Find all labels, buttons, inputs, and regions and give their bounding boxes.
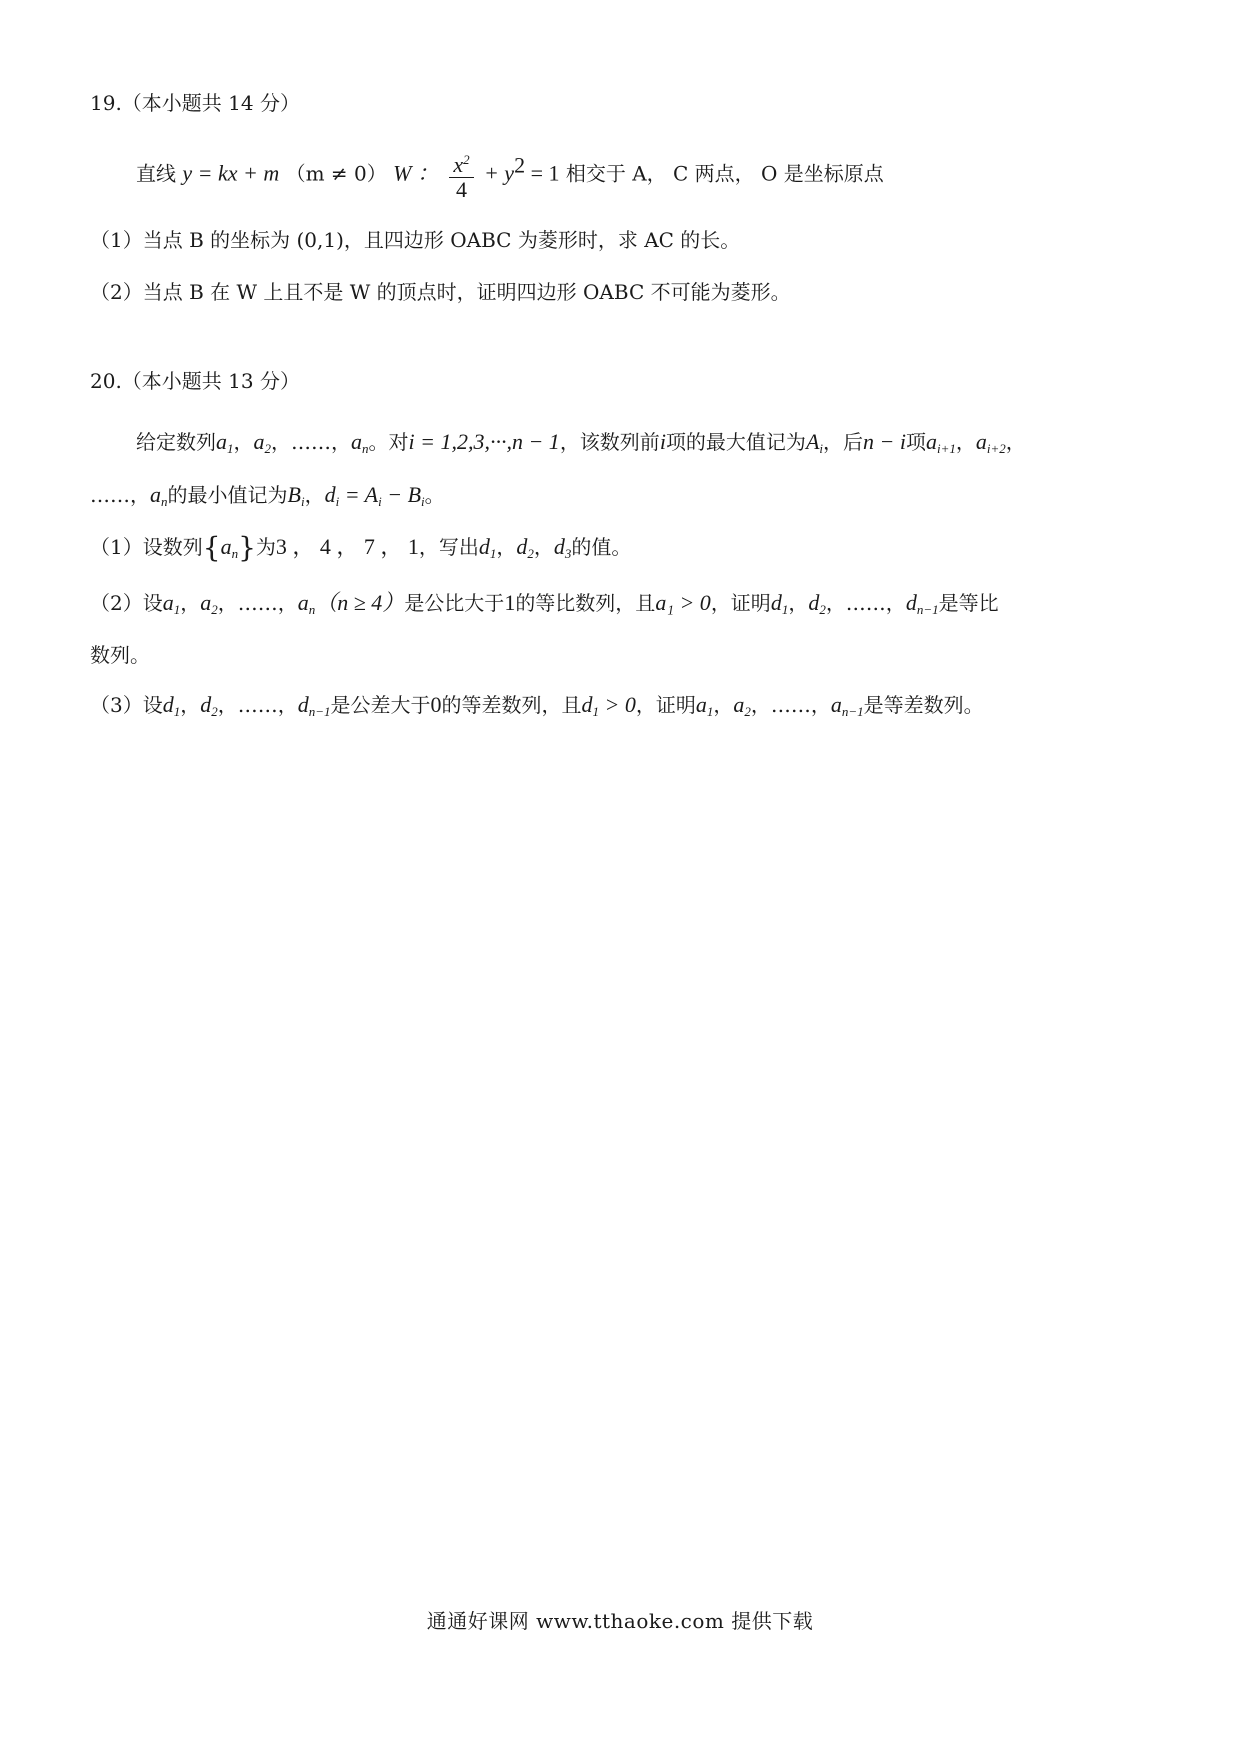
q20-text: 。对 <box>368 430 409 454</box>
q20-text: （1）设数列 <box>90 535 203 559</box>
q20-number: 0 <box>430 692 442 717</box>
q20-text: ，该数列前 <box>559 430 660 454</box>
q20-part2: （2）设$a_1$，$a_2$，……，$a_n(n \ge 4)$是公比大于1的等比数列，且a₁ > 0，证明$d_1$，$d_2$，……，$d_{n-1}$是等比 <box>90 590 999 617</box>
q20-text: 是等比 <box>938 591 999 615</box>
q20-text: 的最小值记为 <box>167 483 288 507</box>
q20-text: 是公比大于 <box>404 591 505 615</box>
q19-part1: （1）当点 B 的坐标为 (0,1)，且四边形 OABC 为菱形时，求 AC 的长。 <box>90 228 741 252</box>
q19-frac-denominator: 4 <box>455 177 467 202</box>
q19-stem: 直线 y = kx + m （m ≠ 0） W ： $\frac{x^2}{4}$ + $y^2 = 1$ 相交于 A， C 两点， O 是坐标原点 <box>136 148 884 202</box>
q20-text: 为 <box>255 535 276 559</box>
q20-heading: 20.（本小题共 13 分） <box>90 369 300 393</box>
q20-part1-sequence: 3 ， 4 ， 7 ， 1 <box>275 534 419 559</box>
q20-text: （3）设 <box>90 693 163 717</box>
q20-text: 的等差数列，且 <box>441 693 582 717</box>
q20-text: ，证明 <box>710 591 771 615</box>
q20-text: （2）设 <box>90 591 163 615</box>
q20-text: 给定数列 <box>136 430 216 454</box>
q19-fraction: $\frac{x^2}{4}$ <box>449 148 473 202</box>
q20-text: 的值。 <box>571 535 632 559</box>
q20-text: 的等比数列，且 <box>515 591 656 615</box>
q20-part1: （1）设数列$\{a_n\}$为3 ， 4 ， 7 ， 1，写出$d_1$，$d_2$，$d_3$的值。 <box>90 531 632 564</box>
q20-part3: （3）设$d_1$，$d_2$，……，$d_{n-1}$是公差大于0的等差数列，且$d_1 > 0$，证明$a_1$，$a_2$，……，$a_{n-1}$是等差数列。 <box>90 692 984 719</box>
q20-text: 是公差大于 <box>330 693 431 717</box>
q20-index-range: i = 1,2,3,···,n − 1 <box>408 429 560 454</box>
q20-text: ，写出 <box>418 535 479 559</box>
q20-text: 是等差数列。 <box>863 693 984 717</box>
q20-stem-line2: ……，$a_n$的最小值记为$B_i$，$d_i = A_i - B_i$。 <box>90 482 445 509</box>
q19-part2: （2）当点 B 在 W 上且不是 W 的顶点时，证明四边形 OABC 不可能为菱形。 <box>90 280 791 304</box>
q20-text: ……， <box>90 483 150 507</box>
q19-eq-one: = 1 <box>525 160 560 186</box>
q20-part2-condition: （n ≥ 4） <box>315 590 405 615</box>
q20-part2-line2: 数列。 <box>90 643 150 667</box>
q20-part2-positive: a₁ > 0 <box>655 590 711 615</box>
q19-y-term: + y <box>483 160 515 186</box>
q19-stem-label: 直线 <box>136 161 176 186</box>
q19-heading: 19.（本小题共 14 分） <box>90 91 300 115</box>
q20-text: ，后 <box>823 430 864 454</box>
q20-text: 项的最大值记为 <box>665 430 806 454</box>
page-footer: 通通好课网 www.tthaoke.com 提供下载 <box>426 1609 814 1633</box>
q19-frac-numerator: x <box>453 152 464 177</box>
q19-condition: （m ≠ 0） <box>285 161 387 186</box>
q20-text: 项 <box>905 430 926 454</box>
q19-line-equation: y = kx + m <box>182 160 280 186</box>
q19-curve-name: W ： <box>393 160 439 186</box>
q20-stem-line1: 给定数列$a_1$，$a_2$，……，$a_n$。对i = 1,2,3,···,n − 1，该数列前i项的最大值记为$A_i$，后n − i项$a_{i+1}$，$a_{i+2}$， <box>136 429 1026 456</box>
q19-stem-tail: 相交于 A， C 两点， O 是坐标原点 <box>565 161 884 186</box>
q20-number: 1 <box>504 590 516 615</box>
q20-text: ，证明 <box>635 693 696 717</box>
